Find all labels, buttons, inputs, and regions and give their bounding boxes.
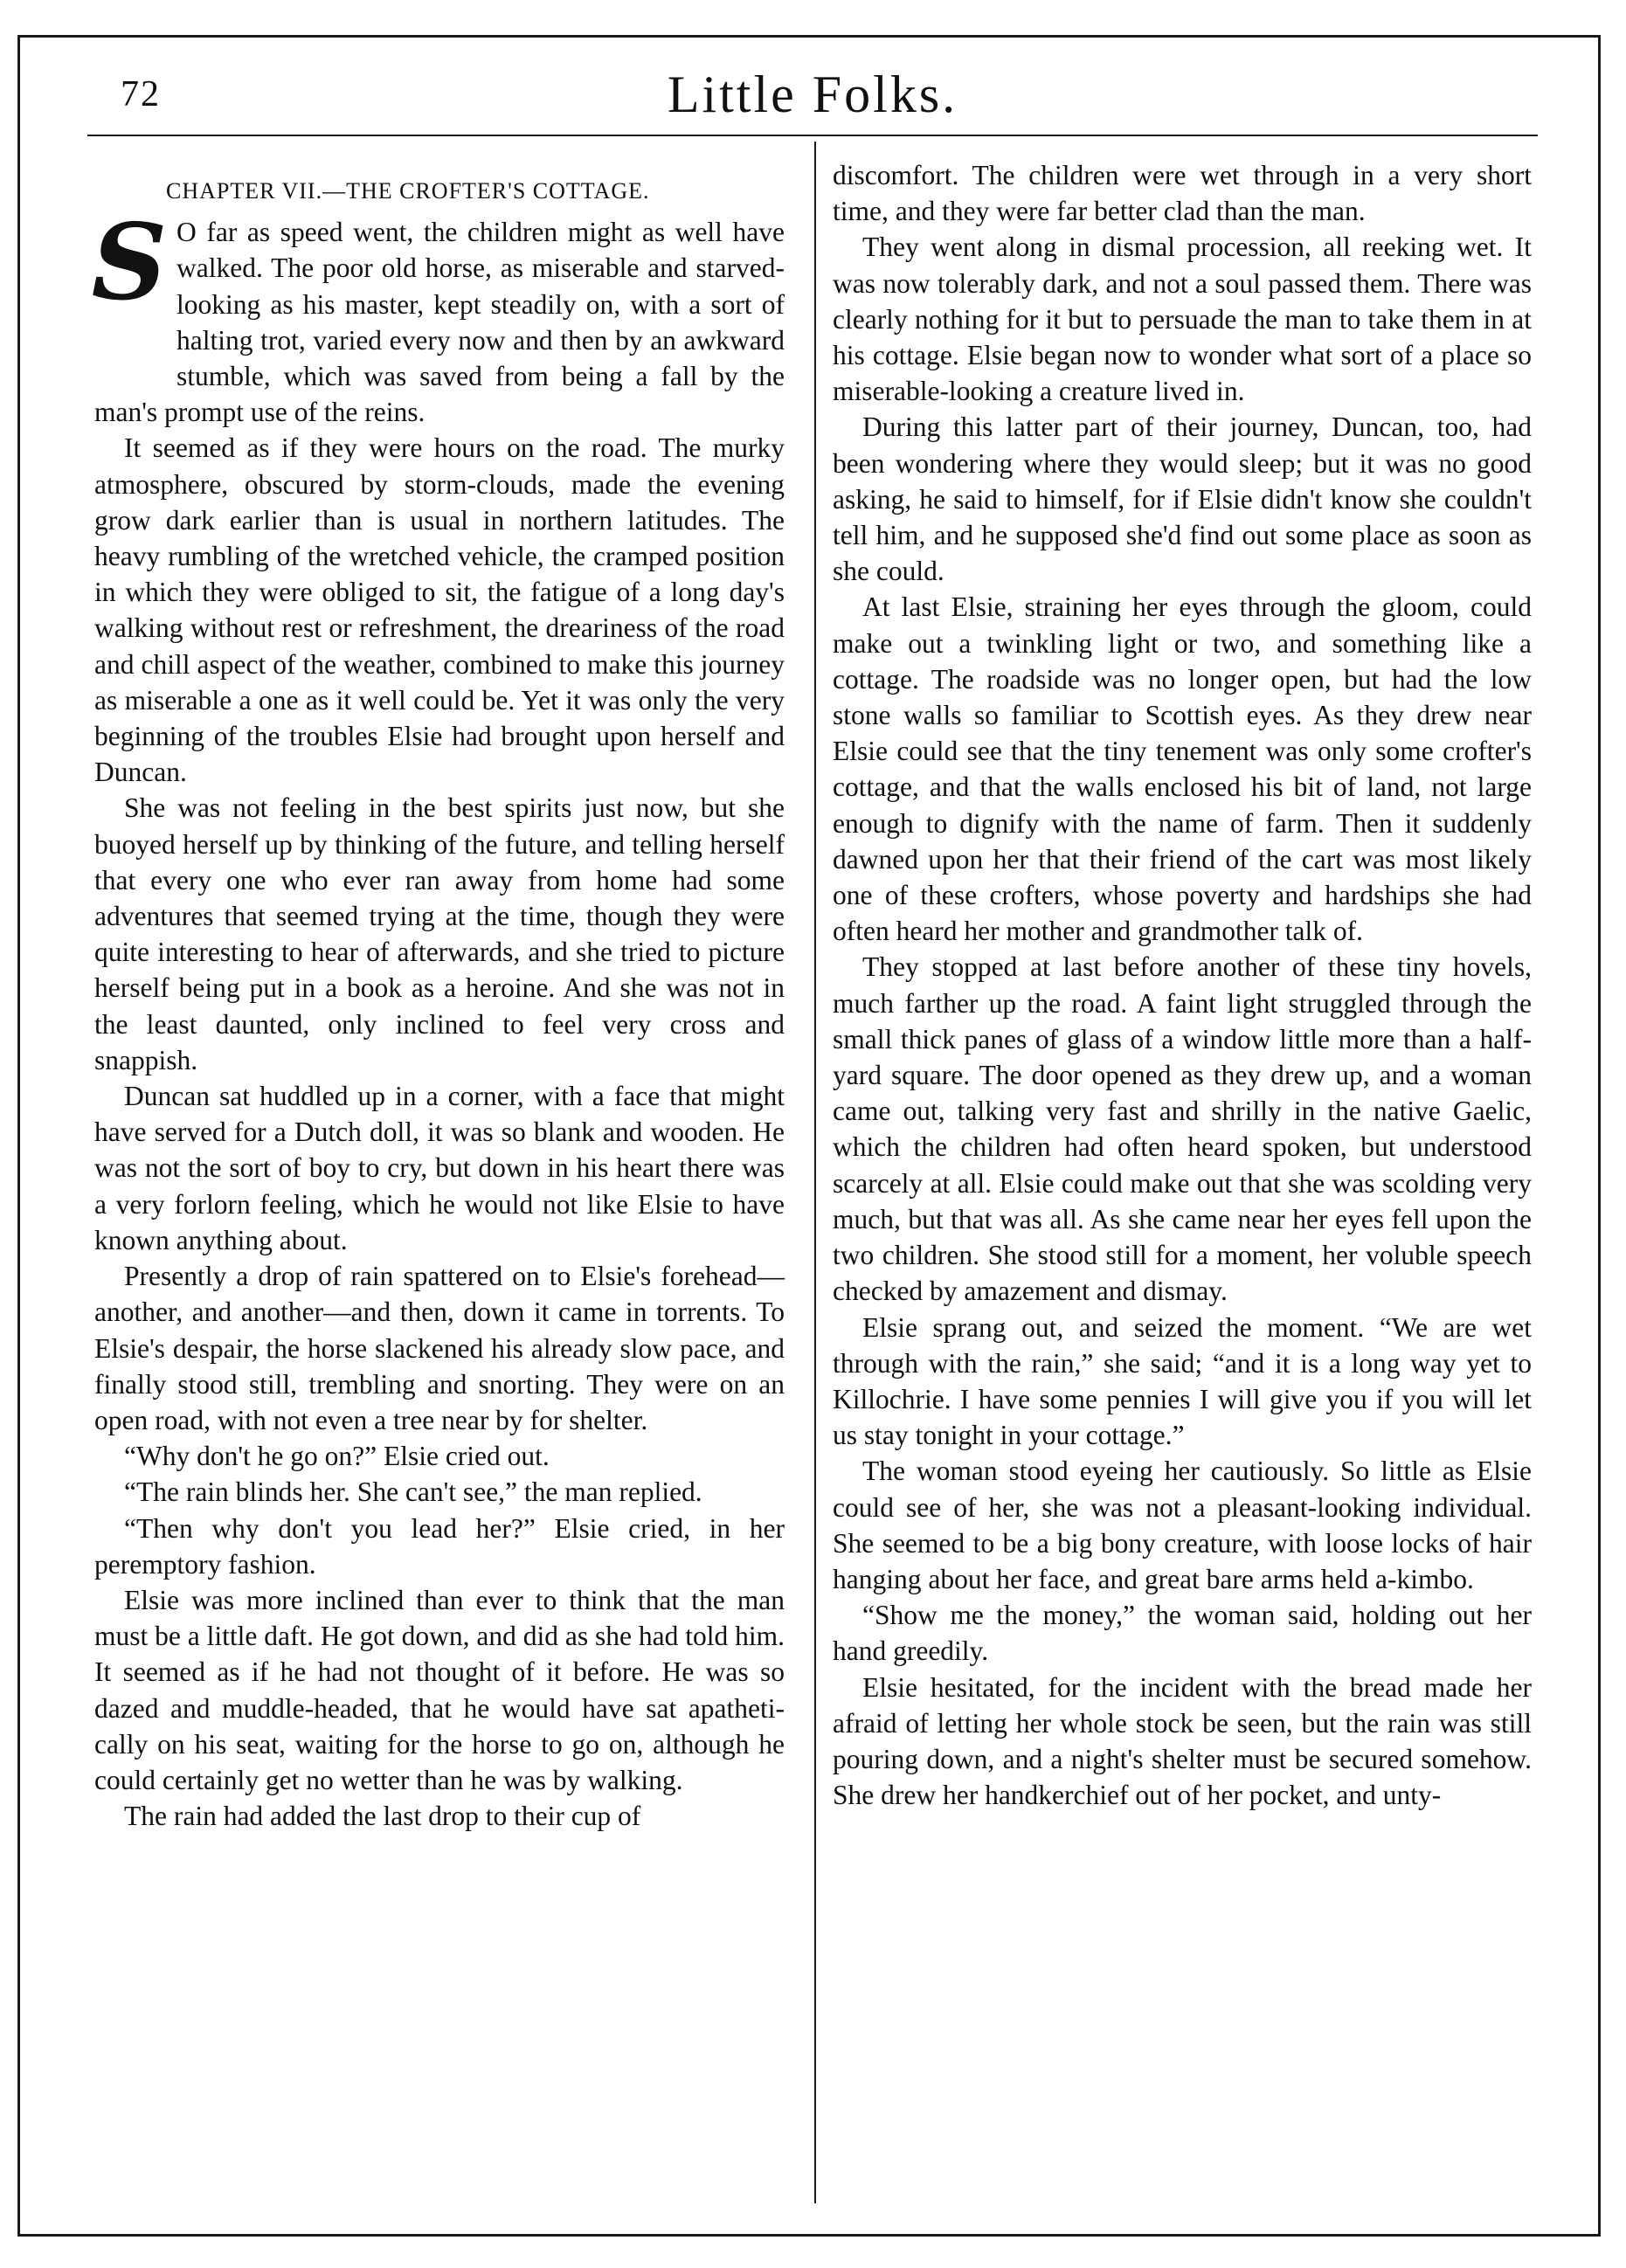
magazine-title: Little Folks. [667, 66, 958, 123]
paragraph-text: O far as speed went, the children might as well have walked. The poor old horse, as miserable and starved-looking as his master, kept steadily on, with a sort of halting trot, varied every now and then by an awkward stumble, which was saved from being a fall by the man's prompt use of the reins. [94, 217, 785, 428]
paragraph: “Why don't he go on?” Elsie cried out. [124, 1441, 550, 1472]
paragraph: Elsie sprang out, and seized the moment. “We are wet through with the rain,” she said; “and it is a long way yet to Killochrie. I have some pennies I will give you if you will let us stay tonight in your cottage.” [833, 1311, 1532, 1451]
paragraph: discomfort. The children were wet through in a very short time, and they were far better clad than the man. [833, 160, 1532, 227]
paragraph: “Then why don't you lead her?” Elsie cried, in her peremptory fashion. [94, 1512, 785, 1580]
left-column [91, 154, 785, 1834]
paragraph: Elsie hesitated, for the incident with the bread made her afraid of letting her whole stock be seen, but the rain was still pouring down, and a night's shelter must be secured somehow. She drew her handkerchief out of her pocket, and unty- [833, 1671, 1532, 1811]
right-column [833, 157, 1532, 1813]
paragraph: The woman stood eyeing her cautiously. So little as Elsie could see of her, she was not a pleasant-looking individual. She seemed to be a big bony creature, with loose locks of hair hanging about her face, and great bare arms held a-kimbo. [833, 1456, 1532, 1594]
column-divider [814, 142, 816, 2203]
paragraph: They stopped at last before another of these tiny hovels, much farther up the road. A faint light struggled through the small thick panes of glass of a window little more than a half-yard square. The door opened as they drew up, and a woman came out, talking very fast and shrilly in the native Gaelic, which the children had often heard spoken, but understood scarcely at all. Elsie could make out that she was scolding very much, but that was all. As she came near her eyes fell upon the two children. She stood still for a moment, her voluble speech checked by amazement and dismay. [833, 951, 1532, 1307]
paragraph: Duncan sat huddled up in a corner, with a face that might have served for a Dutch doll, it was so blank and wooden. He was not the sort of boy to cry, but down in his heart there was a very forlorn feeling, which he would not like Elsie to have known anything about. [94, 1081, 785, 1255]
paragraph: At last Elsie, straining her eyes through the gloom, could make out a twinkling light or two, and something like a cottage. The roadside was no longer open, but had the low stone walls so familiar to Scottish eyes. As they drew near Elsie could see that the tiny tenement was only some crofter's cottage, and that the walls enclosed his bit of land, not large enough to dignify with the name of farm. Then it suddenly dawned upon her that their friend of the cart was most likely one of these crofters, whose poverty and hardships she had often heard her mother and grandmother talk of. [833, 591, 1532, 947]
header-rule [87, 135, 1538, 136]
chapter-heading: CHAPTER VII.—THE CROFTER'S COTTAGE. [166, 178, 650, 204]
paragraph: The rain had added the last drop to their cup of [124, 1801, 641, 1832]
paragraph: Elsie was more inclined than ever to think that the man must be a little daft. He got down, and did as she had told him. It seemed as if he had not thought of it before. He was so dazed and muddle-headed, that he would have sat apathetically on his seat, waiting for the horse to go on, although he could certainly get no wetter than he was by walking. [94, 1584, 785, 1795]
paragraph: She was not feeling in the best spirits just now, but she buoyed herself up by thinking of the future, and telling herself that every one who ever ran away from home had some adventures that seemed trying at the time, though they were quite interesting to hear of afterwards, and she tried to picture herself being put in a book as a heroine. And she was not in the least daunted, only inclined to feel very cross and snappish. [94, 792, 785, 1075]
paragraph: Presently a drop of rain spattered on to Elsie's forehead—another, and another—and then, down it came in torrents. To Elsie's despair, the horse slackened his already slow pace, and finally stood still, trembling and snorting. They were on an open road, with not even a tree near by for shelter. [94, 1261, 785, 1435]
drop-cap: S [91, 201, 168, 325]
paragraph: “Show me the money,” the woman said, holding out her hand greedily. [833, 1600, 1532, 1667]
page-number: 72 [121, 74, 161, 114]
paragraph: It seemed as if they were hours on the road. The murky atmosphere, obscured by storm-clouds, made the evening grow dark earlier than is usual in northern latitudes. The heavy rumbling of the wretched vehicle, the cramped position in which they were obliged to sit, the fatigue of a long day's walking without rest or refreshment, the dreariness of the road and chill aspect of the weather, combined to make this journey as miserable a one as it well could be. Yet it was only the very beginning of the troubles Elsie had brought upon herself and Duncan. [94, 432, 785, 788]
paragraph: They went along in dismal procession, all reeking wet. It was now tolerably dark, and not a soul passed them. There was clearly nothing for it but to persuade the man to take them in at his cottage. Elsie began now to wonder what sort of a place so miserable-looking a creature lived in. [833, 232, 1532, 407]
paragraph [91, 201, 785, 430]
paragraph: During this latter part of their journey, Duncan, too, had been wondering where they would sleep; but it was no good asking, he said to himself, for if Elsie didn't know she couldn't tell him, and he supposed she'd find out some place as soon as she could. [833, 411, 1532, 587]
paragraph: “The rain blinds her. She can't see,” the man replied. [124, 1476, 702, 1508]
page-header [87, 61, 1538, 131]
